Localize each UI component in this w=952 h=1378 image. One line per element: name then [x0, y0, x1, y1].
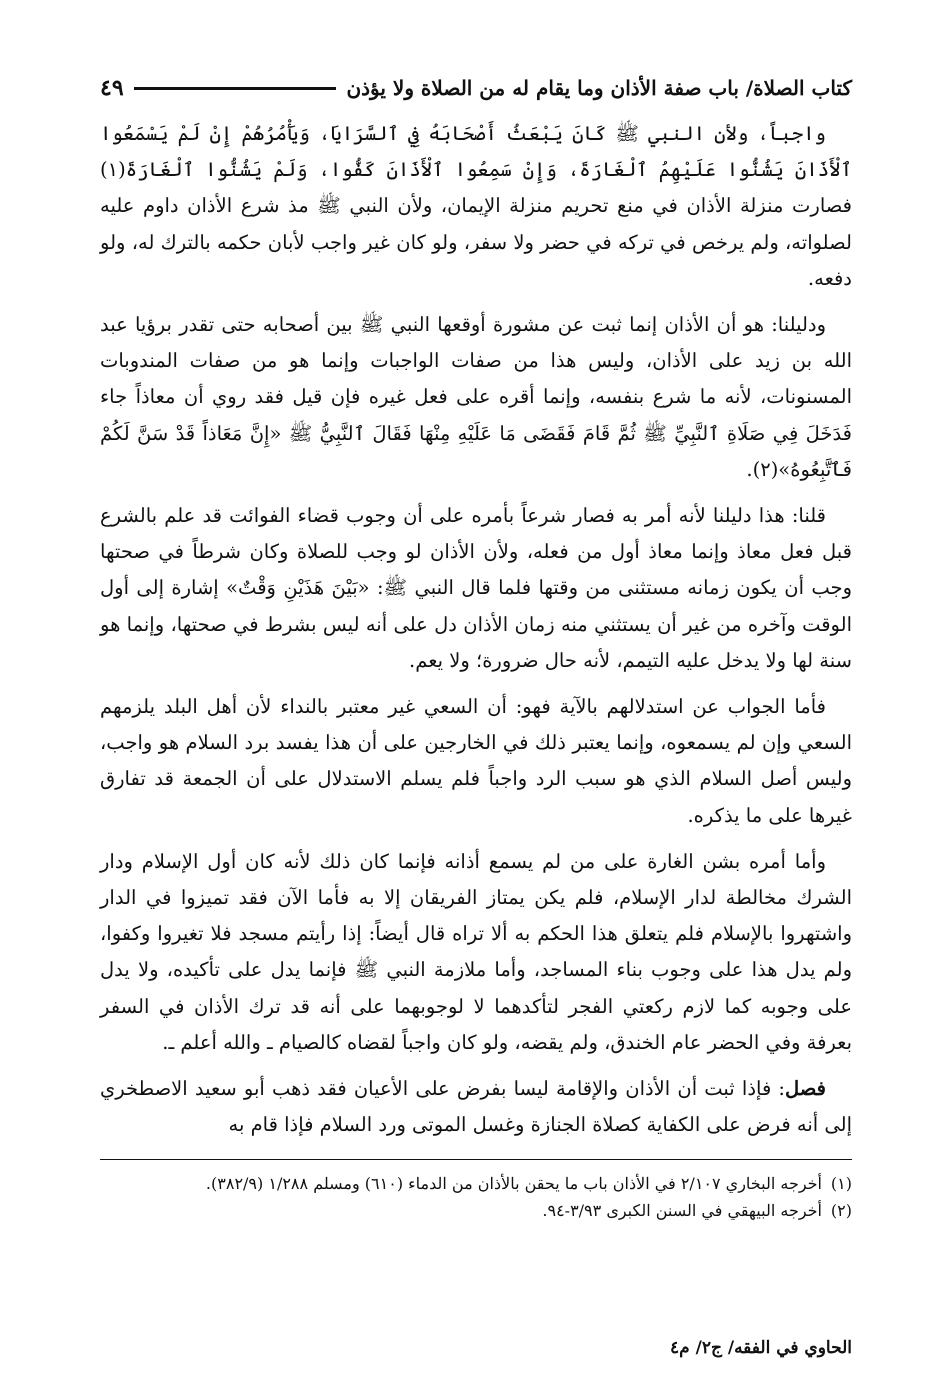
running-header: [100, 68, 852, 108]
paragraph: قلنا: هذا دليلنا لأنه أمر به فصار شرعاً بأمره على أن وجوب قضاء الفوائت قد علم بالشرع قبل فعل معاذ وإنما معاذ أول من فعله، ولأن الأذان لو وجب للصلاة وكان شرطاً في صحتها وجب أن يكون زمانه مستثنى من وقتها فلما قال النبي ﷺ: «بَيْنَ هَذَيْنِ وَقْتٌ» إشارة إلى أول الوقت وآخره من غير أن يستثني منه زمان الأذان دل على أنه ليس بشرط في صحتها، وإنما هو سنة لها ولا يدخل عليه التيمم، لأنه حال ضرورة؛ ولا يعم.: [100, 504, 852, 672]
chapter-title: كتاب الصلاة/ باب صفة الأذان وما يقام له من الصلاة ولا يؤذن: [346, 76, 852, 100]
footnote-separator: [100, 1159, 852, 1160]
paragraph: واجباً، ولأن النبي ﷺ كَانَ يَبْعَثُ أَصْحَابَهُ فِي ٱلسَّرَايَا، وَيَأْمُرُهُمْ إِنْ لَمْ يَسْمَعُوا ٱلْأَذَانَ يَشُنُّوا عَلَيْهِمُ ٱلْغَارَةَ، وَإِنْ سَمِعُوا ٱلْأَذَانَ كَفُّوا، وَلَمْ يَشُنُّوا ٱلْغَارَةَ(١) فصارت منزلة الأذان في منع تحريم منزلة الإيمان، ولأن النبي ﷺ مذ شرع الأذان داوم عليه لصلواته، ولم يرخص في تركه في حضر ولا سفر، ولو كان غير واجب لأبان حكمه بالترك له، ولو دفعه.: [100, 122, 852, 290]
paragraph: ودليلنا: هو أن الأذان إنما ثبت عن مشورة أوقعها النبي ﷺ بين أصحابه حتى تقدر برؤيا عبد الله بن زيد على الأذان، وليس هذا من صفات الواجبات وإنما هو من صفات المندوبات المسنونات، لأنه ما شرع بنفسه، وإنما أقره على فعل غيره فإن قيل فقد روي أن معاذاً جاء فَدَخَلَ فِي صَلَاةِ ٱلنَّبِيِّ ﷺ ثُمَّ قَامَ فَقَضَى مَا عَلَيْهِ مِنْهَا فَقَالَ ٱلنَّبِيُّ ﷺ «إِنَّ مَعَاذاً قَدْ سَنَّ لَكُمْ فَٱتَّبِعُوهُ»(٢).: [100, 313, 852, 481]
fasl-paragraph: [100, 1071, 852, 1143]
footnote-text: أخرجه البخاري ٢/١٠٧ في الأذان باب ما يحقن بالأذان من الدماء (٦١٠) ومسلم ١/٢٨٨ (٣٨٢/٩).: [205, 1174, 822, 1194]
main-text: [100, 116, 852, 1143]
fasl-heading: فصل: [785, 1077, 826, 1101]
page-number: ٤٩: [100, 75, 124, 101]
footnote-number: (٢): [830, 1201, 852, 1221]
footnote-number: (١): [830, 1174, 852, 1194]
footnote: [100, 1170, 852, 1197]
fasl-text: : فإذا ثبت أن الأذان والإقامة ليسا بفرض على الأعيان فقد ذهب أبو سعيد الاصطخري إلى أنه فرض على الكفاية كصلاة الجنازة وغسل الموتى ورد السلام فإذا قام به: [100, 1077, 852, 1137]
book-page: [100, 68, 852, 1358]
header-rule: [134, 87, 337, 90]
paragraph: فأما الجواب عن استدلالهم بالآية فهو: أن السعي غير معتبر بالنداء لأن أهل البلد يلزمهم السعي وإن لم يسمعوه، وإنما يعتبر ذلك في الخارجين على أن هذا يفسد برد السلام هو واجب، وليس أصل السلام الذي هو سبب الرد واجباً فلم يسلم الاستدلال على أن الجمعة قد تفارق غيرها على ما يذكره.: [100, 695, 852, 827]
footnotes: [100, 1170, 852, 1224]
footnote: [100, 1197, 852, 1224]
footnote-text: أخرجه البيهقي في السنن الكبرى ٣/٩٣-٩٤.: [542, 1201, 822, 1221]
paragraph: وأما أمره بشن الغارة على من لم يسمع أذانه فإنما كان ذلك لأنه كان أول الإسلام ودار الشرك مخالطة لدار الإسلام، فلم يكن يمتاز الفريقان إلا به فأما الآن فقد تميزوا في الدار واشتهروا بالإسلام فلم يتعلق هذا الحكم به ألا تراه قال أيضاً: إذا رأيتم مسجد فلا تغيروا وكفوا، ولم يدل هذا على وجوب بناء المساجد، وأما ملازمة النبي ﷺ فإنما يدل على تأكيده، ولا يدل على وجوبه كما لازم ركعتي الفجر لتأكدهما لا لوجوبهما على أنه قد ترك الأذان في السفر بعرفة وفي الحضر عام الخندق، ولم يقضه، ولو كان واجباً لقضاه كالصيام ـ والله أعلم ـ.: [100, 849, 852, 1054]
page-footer: الحاوي في الفقه/ ج٢/ م٤: [670, 1338, 852, 1358]
